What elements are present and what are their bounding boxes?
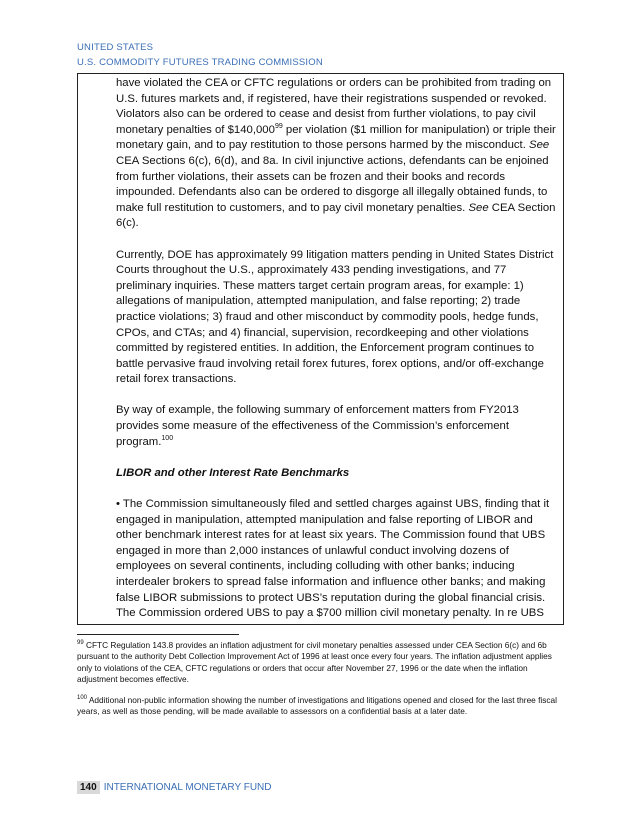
- section-heading-libor: LIBOR and other Interest Rate Benchmarks: [116, 466, 350, 479]
- p1-text-b: per violation ($1 million for manipulation) or triple their monetary gain, and to pay restitution to those persons harmed by the misconduct.: [116, 123, 556, 152]
- p1-text-d: CEA Section 6(c).: [116, 201, 556, 230]
- header-agency: U.S. COMMODITY FUTURES TRADING COMMISSION: [77, 57, 323, 68]
- paragraph-fy2013: [116, 403, 560, 450]
- p1-see-1: See: [529, 139, 550, 152]
- footnote-99: [77, 640, 561, 686]
- footnote-ref-99[interactable]: 99: [274, 123, 283, 130]
- footnote-100-number: 100: [77, 695, 88, 702]
- content-box: [77, 73, 564, 625]
- footnote-ref-100[interactable]: 100: [161, 434, 174, 442]
- page-number: 140: [77, 781, 100, 794]
- page-footer: [77, 781, 271, 794]
- p1-text-c: CEA Sections 6(c), 6(d), and 8a. In civil injunctive actions, defendants can be enjoined from further violations, their assets can be frozen and their books and records impounded. Defendants also can be ordered to disgorge all illegally obtained funds, to make full restitution to customers, and to pay civil monetary penalties.: [116, 154, 549, 214]
- bullet-ubs-end: [555, 623, 558, 625]
- footnote-divider: [77, 634, 239, 635]
- paragraph-penalties: [116, 76, 560, 232]
- header-country: UNITED STATES: [77, 42, 154, 53]
- p1-see-2: See: [468, 201, 489, 214]
- p1-text-a: have violated the CEA or CFTC regulations or orders can be prohibited from trading on U.S. futures markets and, if registered, have their registrations suspended or revoked. Violators also can be ordered to cease and desist from further violations, to pay civil monetary penalties of $140,000: [116, 77, 552, 136]
- footnote-100: [77, 695, 561, 718]
- bullet-ubs: [116, 497, 560, 625]
- footnote-99-number: 99: [77, 640, 84, 647]
- footnote-100-text: Additional non-public information showing the number of investigations and litigations opened and closed for the last three fiscal years, as well as those pending, will be made available to assessors on a confidential basis at a later date.: [77, 695, 558, 717]
- footer-label: INTERNATIONAL MONETARY FUND: [103, 782, 272, 793]
- press-release-link[interactable]: [513, 623, 555, 625]
- p3-text: By way of example, the following summary of enforcement matters from FY2013 provides some measure of the effectiveness of the Commission’s enforcement program.: [116, 404, 519, 448]
- footnote-99-text: CFTC Regulation 143.8 provides an inflation adjustment for civil monetary penalties assessed under CEA Section 6(c) and 6b pursuant to the authority Debt Collection Improvement Act of 1996 at least once every four years. The inflation adjustment applies only to violations of the CEA, CFTC regulations or orders that occur after November 27, 1996 or the date when the inflation adjustment becomes effective.: [77, 640, 552, 685]
- bullet-ubs-text: • The Commission simultaneously filed and settled charges against UBS, finding that it engaged in manipulation, attempted manipulation and false reporting of LIBOR and other benchmark interest rates for at least six years. The Commission found that UBS engaged in more than 2,000 instances of unlawful conduct involving dozens of employees on several continents, including colluding with other banks; inducing interdealer brokers to spread false information and influence other banks; and making false LIBOR submissions to protect UBS’s reputation during the global financial crisis. The Commission ordered UBS to pay a $700 million civil monetary penalty. In re UBS: [116, 498, 550, 620]
- paragraph-doe-matters: Currently, DOE has approximately 99 litigation matters pending in United States District Courts throughout the U.S., approximately 433 pending investigations, and 77 preliminary inquiries. These matters target certain program areas, for example: 1) allegations of manipulation, attempted manipulation, and false reporting; 2) trade practice violations; 3) fraud and other misconduct by commodity pools, hedge funds, CPOs, and CTAs; and 4) financial, supervision, recordkeeping and other violations committed by registered entities. In addition, the Enforcement program continues to battle pervasive fraud involving retail forex futures, forex options, and/or off-exchange retail forex transactions.: [116, 248, 554, 386]
- body-text: [116, 76, 560, 625]
